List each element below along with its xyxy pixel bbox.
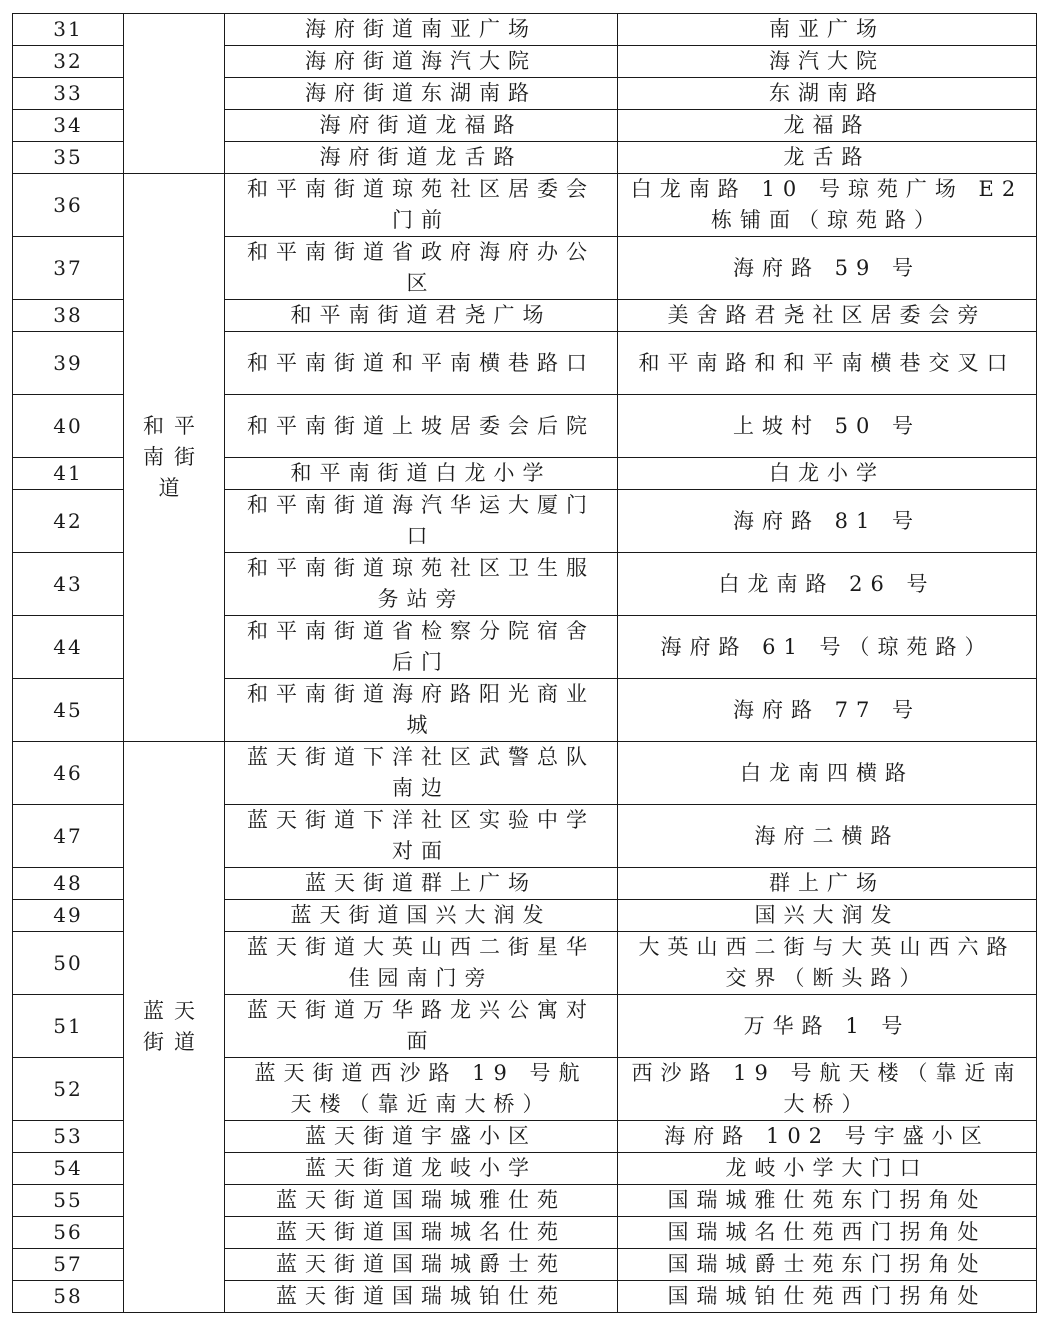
row-number: 39	[13, 332, 124, 395]
site-address: 白龙南路 10 号琼苑广场 E2 栋铺面（琼苑路）	[618, 174, 1037, 237]
site-name: 蓝天街道大英山西二街星华佳园南门旁	[225, 932, 618, 995]
site-address: 白龙南路 26 号	[618, 553, 1037, 616]
site-address: 海府路 77 号	[618, 679, 1037, 742]
site-address: 海府路 102 号宇盛小区	[618, 1121, 1037, 1153]
site-name: 和平南街道琼苑社区卫生服务站旁	[225, 553, 618, 616]
row-number: 57	[13, 1249, 124, 1281]
site-name: 蓝天街道国瑞城爵士苑	[225, 1249, 618, 1281]
site-address: 和平南路和和平南横巷交叉口	[618, 332, 1037, 395]
row-number: 41	[13, 458, 124, 490]
site-address: 海府路 81 号	[618, 490, 1037, 553]
site-name: 和平南街道君尧广场	[225, 300, 618, 332]
site-address: 群上广场	[618, 868, 1037, 900]
site-name: 和平南街道省政府海府办公区	[225, 237, 618, 300]
site-address: 龙岐小学大门口	[618, 1153, 1037, 1185]
site-name: 和平南街道和平南横巷路口	[225, 332, 618, 395]
site-address: 美舍路君尧社区居委会旁	[618, 300, 1037, 332]
row-number: 45	[13, 679, 124, 742]
site-address: 龙福路	[618, 110, 1037, 142]
site-address: 白龙南四横路	[618, 742, 1037, 805]
site-address: 海府二横路	[618, 805, 1037, 868]
site-name: 和平南街道省检察分院宿舍后门	[225, 616, 618, 679]
row-number: 52	[13, 1058, 124, 1121]
site-address: 南亚广场	[618, 14, 1037, 46]
row-number: 43	[13, 553, 124, 616]
table-row	[13, 174, 1037, 237]
site-name: 和平南街道海汽华运大厦门口	[225, 490, 618, 553]
district-cell: 和平南街道	[124, 174, 225, 742]
site-address: 龙舌路	[618, 142, 1037, 174]
site-name: 蓝天街道龙岐小学	[225, 1153, 618, 1185]
site-name: 海府街道东湖南路	[225, 78, 618, 110]
row-number: 51	[13, 995, 124, 1058]
site-name: 和平南街道海府路阳光商业城	[225, 679, 618, 742]
row-number: 42	[13, 490, 124, 553]
row-number: 49	[13, 900, 124, 932]
site-address: 国瑞城雅仕苑东门拐角处	[618, 1185, 1037, 1217]
row-number: 37	[13, 237, 124, 300]
site-name: 蓝天街道国瑞城名仕苑	[225, 1217, 618, 1249]
site-name: 海府街道南亚广场	[225, 14, 618, 46]
site-address: 国瑞城爵士苑东门拐角处	[618, 1249, 1037, 1281]
site-name: 蓝天街道万华路龙兴公寓对面	[225, 995, 618, 1058]
row-number: 31	[13, 14, 124, 46]
row-number: 47	[13, 805, 124, 868]
row-number: 34	[13, 110, 124, 142]
row-number: 35	[13, 142, 124, 174]
row-number: 56	[13, 1217, 124, 1249]
site-name: 和平南街道上坡居委会后院	[225, 395, 618, 458]
row-number: 33	[13, 78, 124, 110]
row-number: 44	[13, 616, 124, 679]
table-row	[13, 14, 1037, 46]
site-name: 蓝天街道国兴大润发	[225, 900, 618, 932]
row-number: 32	[13, 46, 124, 78]
site-address: 国兴大润发	[618, 900, 1037, 932]
site-name: 蓝天街道下洋社区实验中学对面	[225, 805, 618, 868]
site-address: 海汽大院	[618, 46, 1037, 78]
row-number: 40	[13, 395, 124, 458]
row-number: 48	[13, 868, 124, 900]
site-name: 海府街道龙舌路	[225, 142, 618, 174]
site-address: 万华路 1 号	[618, 995, 1037, 1058]
site-address: 东湖南路	[618, 78, 1037, 110]
row-number: 46	[13, 742, 124, 805]
site-name: 蓝天街道西沙路 19 号航天楼（靠近南大桥）	[225, 1058, 618, 1121]
location-table	[12, 13, 1037, 1313]
row-number: 58	[13, 1281, 124, 1313]
site-address: 大英山西二街与大英山西六路交界（断头路）	[618, 932, 1037, 995]
site-address: 国瑞城名仕苑西门拐角处	[618, 1217, 1037, 1249]
district-cell	[124, 14, 225, 174]
table-row	[13, 742, 1037, 805]
district-cell: 蓝天街道	[124, 742, 225, 1313]
row-number: 38	[13, 300, 124, 332]
row-number: 54	[13, 1153, 124, 1185]
site-address: 西沙路 19 号航天楼（靠近南大桥）	[618, 1058, 1037, 1121]
row-number: 55	[13, 1185, 124, 1217]
site-name: 蓝天街道国瑞城雅仕苑	[225, 1185, 618, 1217]
site-address: 白龙小学	[618, 458, 1037, 490]
site-address: 海府路 61 号（琼苑路）	[618, 616, 1037, 679]
site-name: 海府街道龙福路	[225, 110, 618, 142]
site-address: 海府路 59 号	[618, 237, 1037, 300]
site-name: 蓝天街道宇盛小区	[225, 1121, 618, 1153]
site-name: 海府街道海汽大院	[225, 46, 618, 78]
site-address: 上坡村 50 号	[618, 395, 1037, 458]
row-number: 50	[13, 932, 124, 995]
site-name: 蓝天街道群上广场	[225, 868, 618, 900]
site-address: 国瑞城铂仕苑西门拐角处	[618, 1281, 1037, 1313]
site-name: 和平南街道琼苑社区居委会门前	[225, 174, 618, 237]
row-number: 53	[13, 1121, 124, 1153]
row-number: 36	[13, 174, 124, 237]
site-name: 蓝天街道下洋社区武警总队南边	[225, 742, 618, 805]
site-name: 蓝天街道国瑞城铂仕苑	[225, 1281, 618, 1313]
site-name: 和平南街道白龙小学	[225, 458, 618, 490]
